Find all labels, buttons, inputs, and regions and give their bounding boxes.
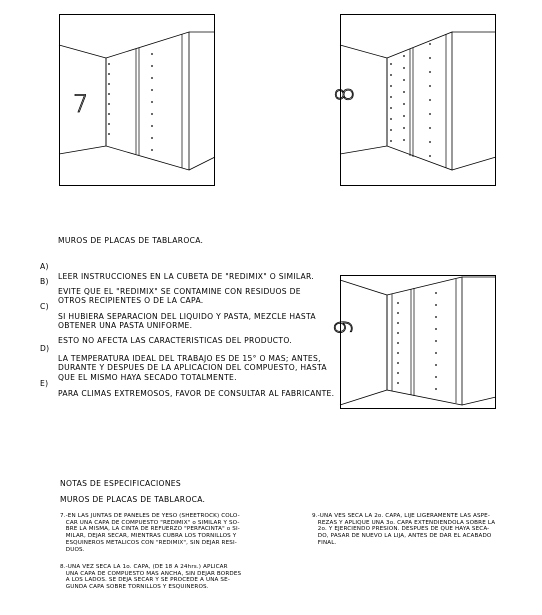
item-text: LA TEMPERATURA IDEAL DEL TRABAJO ES DE 15° O MAS; ANTES, DURANTE Y DESPUES DE LA APLICACION DEL COMPUESTO, HASTA QUE EL MISMO HAYA SECADO TOTALMENTE.: [58, 353, 327, 382]
procedure-list: [40, 253, 340, 398]
detail-panel-7: [59, 14, 215, 186]
panel-8-drawing: [331, 14, 496, 186]
notes-subheading: MUROS DE PLACAS DE TABLAROCA.: [60, 495, 206, 504]
item-text: LEER INSTRUCCIONES EN LA CUBETA DE "REDIMIX" O SIMILAR.: [58, 271, 315, 281]
item-letter: C): [40, 302, 49, 312]
item-text: ESTO NO AFECTA LAS CARACTERISTICAS DEL PRODUCTO.: [58, 335, 293, 345]
note-8: 8.-UNA VEZ SECA LA 1o. CAPA, (DE 18 A 24hrs.) APLICAR UNA CAPA DE COMPUESTO MAS ANCHA, SIN DEJAR BORDES A LOS LADOS. SE DEJA SECAR Y SE PROCEDE A UNA SE- GUNDA CAPA SOBRE TORNILLOS Y ESQUINEROS.: [60, 564, 242, 591]
note-7: 7.-EN LAS JUNTAS DE PANELES DE YESO (SHEETROCK) COLO- CAR UNA CAPA DE COMPUESTO "REDIMIX" o SIMILAR Y SO- BRE LA MISMA, LA CINTA DE REFUERZO "PERFACINTA" o SI- MILAR, DEJAR SECAR, MIENTRAS CUBRA LOS TORNILLOS Y ESQUINEROS METALICOS CON "REDIMIX", SIN DEJAR RESI- DUOS.: [60, 513, 240, 553]
item-letter: E): [40, 379, 49, 389]
panel-7-number: 7: [73, 90, 89, 118]
detail-panel-8: [331, 14, 496, 186]
panel-8-number: 8: [331, 86, 359, 102]
item-letter: A): [40, 262, 49, 272]
item-text: PARA CLIMAS EXTREMOSOS, FAVOR DE CONSULTAR AL FABRICANTE.: [58, 388, 335, 398]
panel-7-drawing: [59, 14, 215, 186]
list-item: [40, 370, 335, 408]
item-letter: B): [40, 277, 49, 287]
panel-9-drawing: [330, 275, 496, 409]
procedure-title: MUROS DE PLACAS DE TABLAROCA.: [58, 236, 204, 245]
panel-9-number: 9: [330, 319, 358, 335]
item-text: EVITE QUE EL "REDIMIX" SE CONTAMINE CON RESIDUOS DE OTROS RECIPIENTES O DE LA CAPA.: [58, 286, 301, 306]
detail-panel-9: [330, 275, 496, 409]
note-9: 9.-UNA VES SECA LA 2o. CAPA, LIJE LIGERAMENTE LAS ASPE- REZAS Y APLIQUE UNA 3o. CAPA EXTENDIENDOLA SOBRE LA 2o. Y EJERCIENDO PRESION. DESPUES DE QUE HAYA SECA- DO, PASAR DE NUEVO LA LIJA, ANTES DE DAR EL ACABADO FINAL.: [312, 513, 496, 546]
item-letter: D): [40, 344, 50, 354]
item-text: SI HUBIERA SEPARACION DEL LIQUIDO Y PASTA, MEZCLE HASTA OBTENER UNA PASTA UNIFORME.: [58, 311, 316, 331]
notes-heading: NOTAS DE ESPECIFICACIONES: [60, 479, 182, 488]
